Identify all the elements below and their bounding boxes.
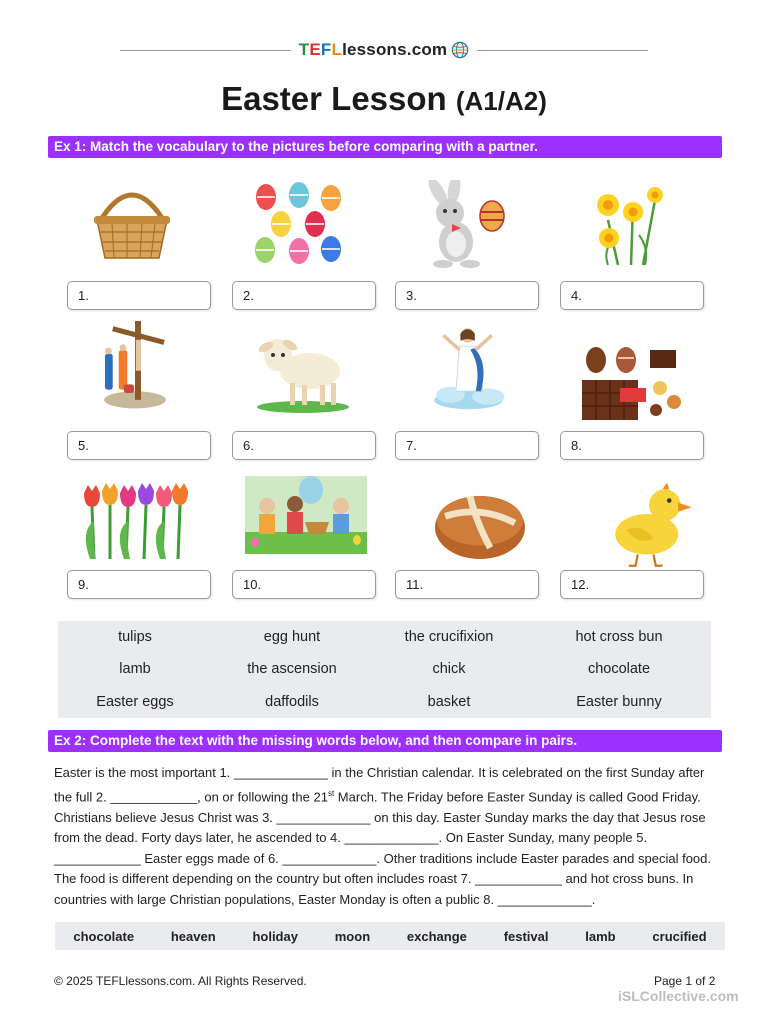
paragraph-text: . (591, 891, 596, 907)
ex1-instruction-banner: Ex 1: Match the vocabulary to the pictures before comparing with a partner. (48, 136, 722, 158)
easter-eggs-picture (243, 180, 353, 270)
word-bank (55, 922, 725, 950)
watermark: iSLCollective.com (618, 988, 739, 1004)
vocab-word: hot cross bun (575, 629, 663, 645)
paragraph-text: March. The Friday before Easter Sunday is called Good Friday. Christians believe Jesus Christ was 3. (54, 788, 701, 825)
paragraph-text: . On Easter Sunday, many people 5. (438, 830, 648, 846)
title-main: Easter Lesson (221, 80, 447, 117)
answer-box-12[interactable]: 12. (560, 570, 704, 599)
answer-box-2[interactable]: 2. (232, 281, 376, 310)
vocab-word: basket (427, 694, 471, 710)
vocabulary-box (58, 621, 711, 718)
blank-1[interactable]: _____________ (230, 765, 332, 780)
answer-box-3[interactable]: 3. (395, 281, 539, 310)
lamb-picture (248, 325, 358, 415)
easter-bunny-picture (408, 180, 518, 270)
answer-box-5[interactable]: 5. (67, 431, 211, 460)
egg-hunt-picture (245, 476, 367, 554)
blank-2[interactable]: ____________ (106, 788, 198, 804)
ex2-instruction-banner: Ex 2: Complete the text with the missing words below, and then compare in pairs. (48, 730, 722, 752)
logo-text: lessons.com (342, 40, 448, 59)
answer-box-4[interactable]: 4. (560, 281, 704, 310)
paragraph-text: . Other traditions include Easter parades and special food. The food is different depending on the country but often includes roast 7. (54, 850, 711, 887)
vocab-word: chick (432, 661, 466, 677)
word-bank-item: festival (503, 928, 549, 944)
tefl-logo (299, 40, 470, 60)
globe-icon (451, 41, 469, 59)
paragraph-text: in the Christian calendar. It is celebrated on the first Sunday after the full 2. (54, 765, 705, 804)
basket-picture (77, 180, 187, 270)
logo-divider-right (477, 50, 648, 51)
logo-row (120, 38, 648, 62)
word-bank-item: holiday (252, 928, 298, 944)
title-level: (A1/A2) (455, 86, 547, 116)
paragraph-text: , on or following the 21 (197, 788, 328, 804)
logo-letter-l: L (331, 40, 343, 59)
logo-letter-f: F (320, 40, 332, 59)
vocab-word: egg hunt (263, 629, 321, 645)
page-number: Page 1 of 2 (654, 974, 716, 988)
blank-5[interactable]: ____________ (54, 850, 145, 866)
blank-6[interactable]: _____________ (278, 850, 377, 866)
answer-box-1[interactable]: 1. (67, 281, 211, 310)
vocab-word: tulips (118, 629, 152, 645)
blank-3[interactable]: _____________ (272, 809, 375, 825)
chick-picture (594, 478, 704, 568)
word-bank-item: moon (334, 928, 371, 944)
chocolate-picture (580, 339, 690, 429)
vocab-word: Easter bunny (576, 694, 662, 710)
word-bank-item: heaven (170, 928, 216, 944)
tulips-picture (80, 476, 190, 566)
answer-box-7[interactable]: 7. (395, 431, 539, 460)
logo-letter-t: T (298, 40, 310, 59)
word-bank-item: crucified (652, 928, 707, 944)
vocab-word: chocolate (587, 661, 651, 677)
vocab-word: lamb (119, 661, 151, 677)
ascension-picture (418, 321, 528, 411)
answer-box-10[interactable]: 10. (232, 570, 376, 599)
vocab-word: Easter eggs (96, 694, 174, 710)
daffodils-picture (573, 180, 683, 270)
answer-box-6[interactable]: 6. (232, 431, 376, 460)
vocab-word: the crucifixion (404, 629, 494, 645)
vocab-word: daffodils (265, 694, 319, 710)
paragraph-text: and hot cross buns. In countries with large Christian populations, Easter Monday is often a public 8. (54, 871, 694, 907)
paragraph-text: Easter eggs made of 6. (144, 850, 279, 866)
blank-7[interactable]: ____________ (471, 871, 566, 887)
vocab-word: the ascension (247, 661, 337, 677)
copyright-text: © 2025 TEFLlessons.com. All Rights Reserved. (54, 974, 307, 988)
blank-4[interactable]: _____________ (340, 830, 439, 846)
answer-box-11[interactable]: 11. (395, 570, 539, 599)
word-bank-item: exchange (406, 928, 467, 944)
hot-cross-bun-picture (425, 478, 535, 568)
page-title (0, 80, 768, 118)
answer-box-8[interactable]: 8. (560, 431, 704, 460)
ordinal-suffix: st (327, 788, 335, 798)
blank-8[interactable]: _____________ (494, 891, 592, 907)
word-bank-item: chocolate (73, 928, 135, 944)
answer-box-9[interactable]: 9. (67, 570, 211, 599)
logo-divider-left (120, 50, 291, 51)
gap-fill-paragraph (54, 763, 719, 910)
paragraph-text: on this day. Easter Sunday marks the day that Jesus rose from the dead. Forty days later, he ascended to 4. (54, 809, 706, 846)
paragraph-text: Easter is the most important 1. (54, 765, 231, 780)
logo-letter-e: E (309, 40, 321, 59)
crucifixion-picture (80, 321, 190, 411)
word-bank-item: lamb (585, 928, 616, 944)
